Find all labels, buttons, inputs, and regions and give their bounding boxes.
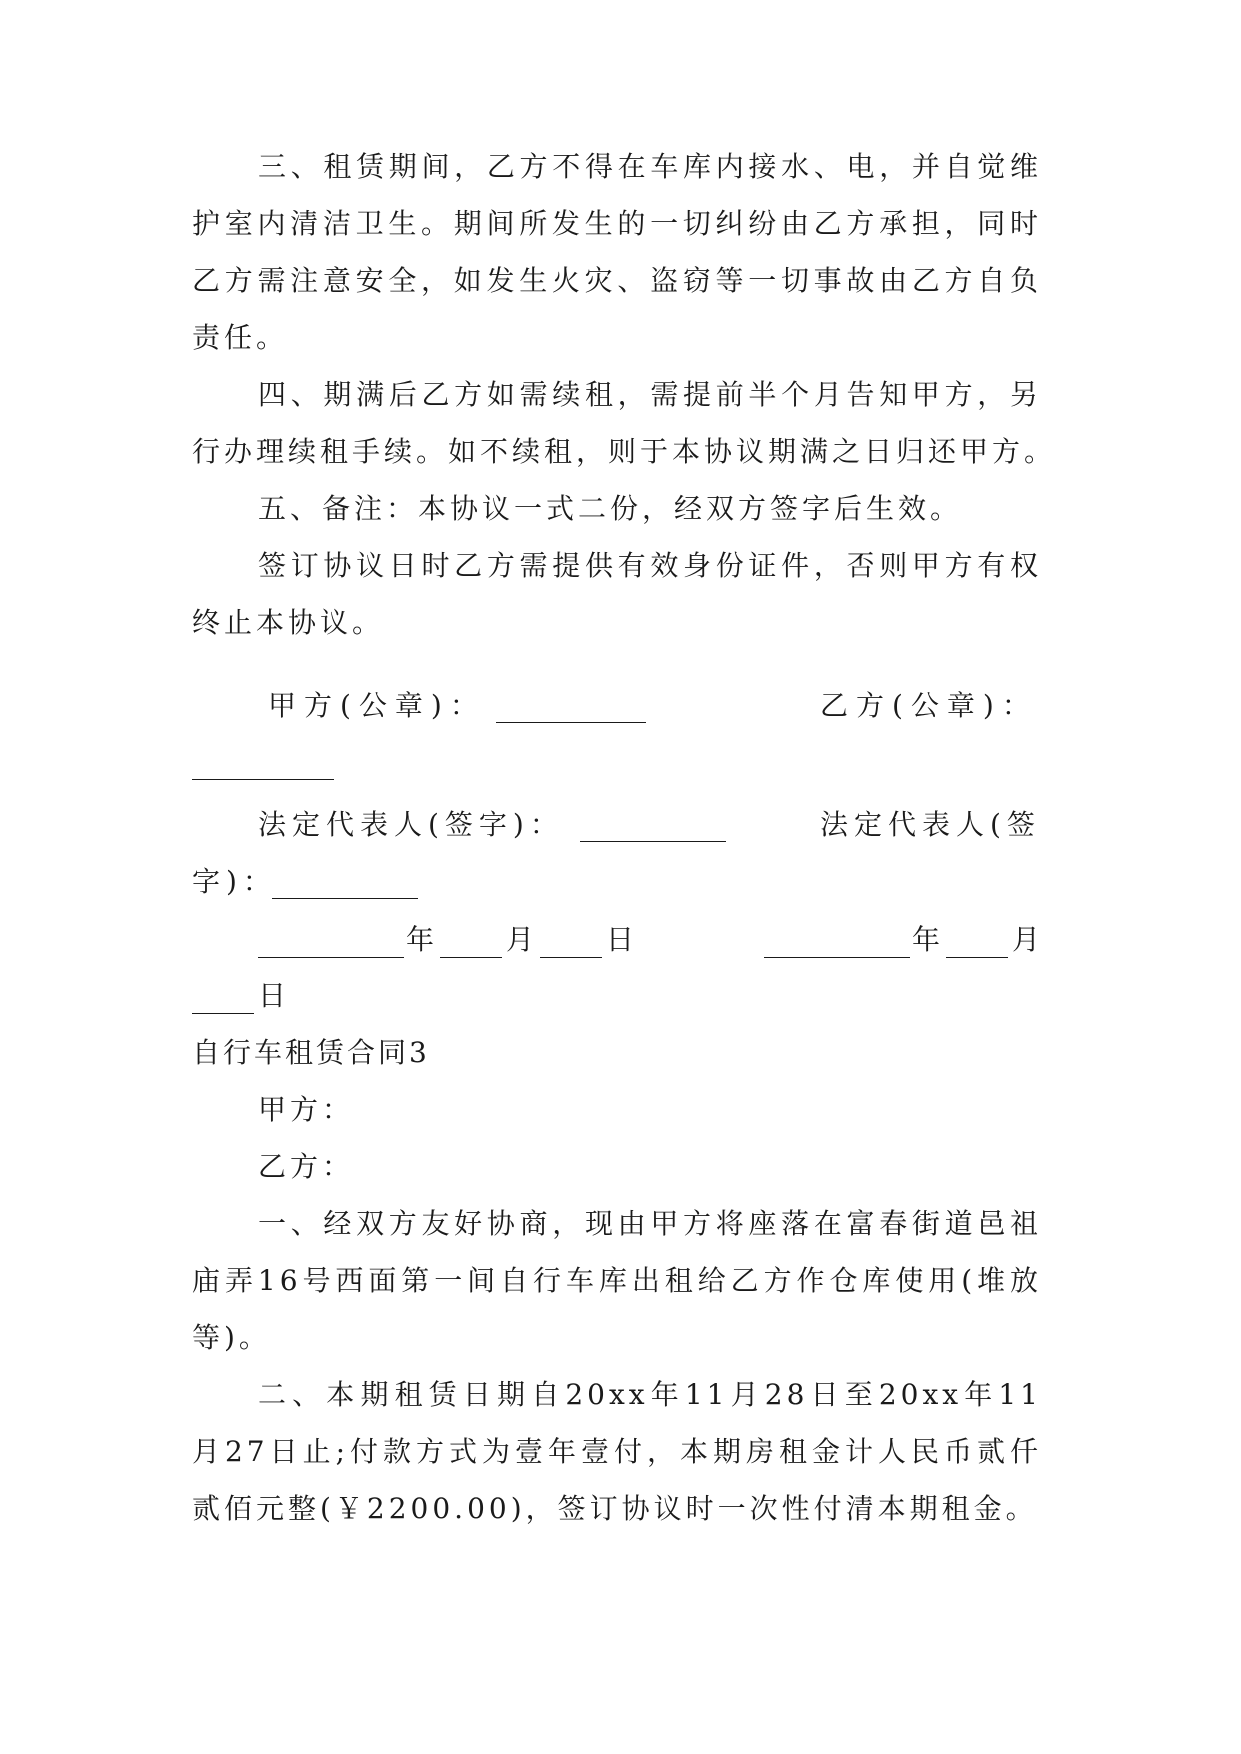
clause-3-line-3: 乙方需注意安全，如发生火灾、盗窃等一切事故由乙方自负 (192, 264, 1042, 297)
id-requirement-line-2: 终止本协议。 (192, 606, 385, 639)
contract-3-clause-1-line-3: 等)。 (192, 1321, 271, 1354)
contract-3-clause-2-line-2: 月27日止;付款方式为壹年壹付，本期房租金计人民币贰仟 (192, 1435, 1042, 1468)
party-a-day-label: 日 (606, 923, 639, 956)
clause-5-line-1: 五、备注：本协议一式二份，经双方签字后生效。 (258, 492, 963, 525)
contract-3-clause-1-line-1: 一、经双方友好协商，现由甲方将座落在富春街道邑祖 (258, 1207, 1042, 1240)
party-a-rep-label: 法定代表人(签字)： (258, 808, 564, 841)
party-b-month-label: 月 (1012, 923, 1045, 956)
contract-3-clause-1-line-2: 庙弄16号西面第一间自行车库出租给乙方作仓库使用(堆放 (192, 1264, 1042, 1297)
party-b-day-blank (192, 1013, 254, 1014)
clause-4-line-1: 四、期满后乙方如需续租，需提前半个月告知甲方，另 (258, 378, 1042, 411)
party-a-rep-blank (580, 841, 726, 842)
contract-3-party-b: 乙方： (258, 1150, 355, 1183)
party-b-rep-blank (272, 898, 418, 899)
clause-4-line-2: 行办理续租手续。如不续租，则于本协议期满之日归还甲方。 (192, 435, 1057, 468)
party-a-seal-blank (496, 722, 646, 723)
party-b-seal-label: 乙方(公章)： (820, 689, 1038, 722)
party-b-month-blank (946, 957, 1008, 958)
party-a-year-label: 年 (406, 923, 439, 956)
party-b-seal-blank (192, 779, 334, 780)
party-b-rep-label-part-2: 字)： (192, 865, 277, 898)
contract-3-clause-2-line-3: 贰佰元整(￥2200.00)，签订协议时一次性付清本期租金。 (192, 1492, 1038, 1525)
party-b-rep-label-part-1: 法定代表人(签 (820, 808, 1041, 841)
party-a-year-blank (258, 957, 404, 958)
party-a-seal-label: 甲方(公章)： (268, 689, 486, 722)
clause-3-line-4: 责任。 (192, 321, 289, 354)
clause-3-line-2: 护室内清洁卫生。期间所发生的一切纠纷由乙方承担，同时 (192, 207, 1042, 240)
party-b-year-label: 年 (912, 923, 945, 956)
party-a-day-blank (540, 957, 602, 958)
clause-3-line-1: 三、租赁期间，乙方不得在车库内接水、电，并自觉维 (258, 150, 1042, 183)
party-a-month-label: 月 (506, 923, 539, 956)
contract-3-party-a: 甲方： (258, 1093, 355, 1126)
party-b-year-blank (764, 957, 910, 958)
party-a-month-blank (440, 957, 502, 958)
id-requirement-line-1: 签订协议日时乙方需提供有效身份证件，否则甲方有权 (258, 549, 1042, 582)
party-b-day-label: 日 (258, 979, 291, 1012)
contract-3-clause-2-line-1: 二、本期租赁日期自20xx年11月28日至20xx年11 (258, 1378, 1042, 1411)
contract-3-title: 自行车租赁合同3 (192, 1036, 430, 1069)
